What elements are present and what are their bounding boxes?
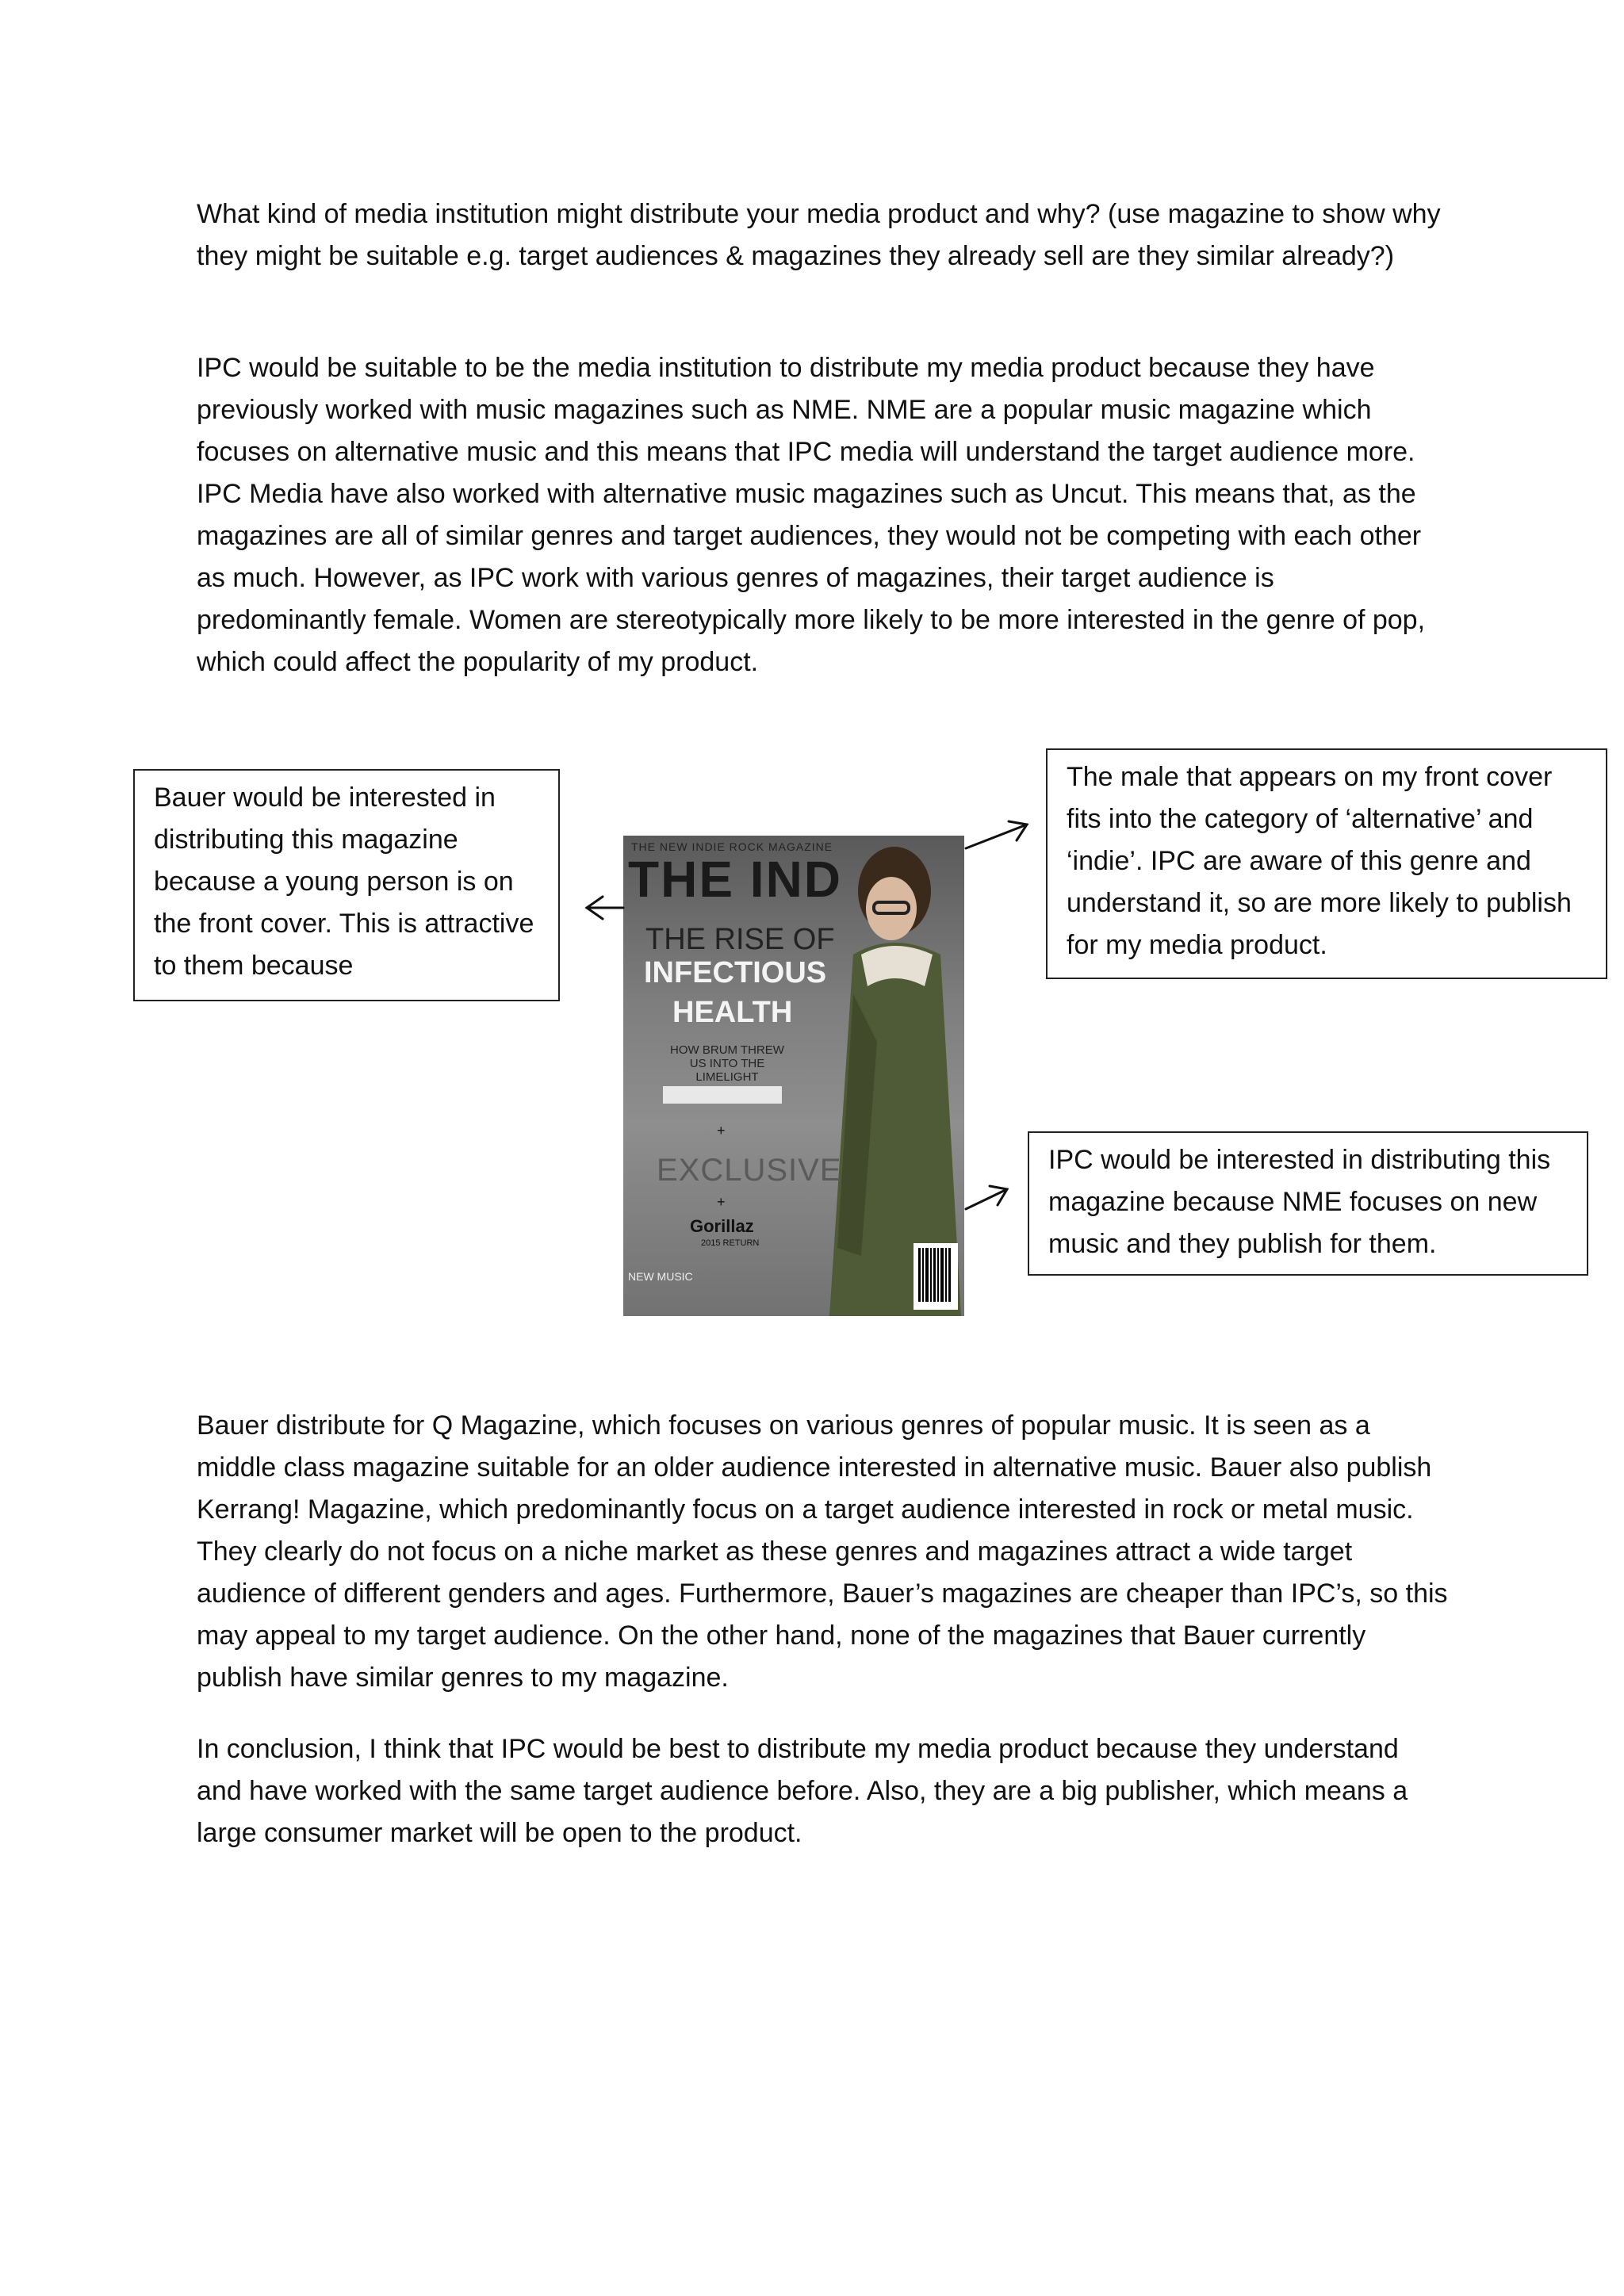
cover-divider-plus: + <box>717 1123 726 1138</box>
cover-line-gorillaz-sub: 2015 RETURN <box>701 1238 760 1248</box>
arrow-to-ipc-note <box>966 1186 1007 1209</box>
arrow-to-male-note <box>966 821 1027 848</box>
cover-divider-plus: + <box>717 1194 726 1210</box>
cover-line-rise: THE RISE OF <box>645 923 835 956</box>
ipc-paragraph: IPC would be suitable to be the media institution to distribute my media product because they have previously worked with music magazines such as NME. NME are a popular music magazine which focuses on alternative music and this means that IPC media will understand the target audience more. IPC Media have also worked with alternative music magazines such as Uncut. This means that, as the magazines are all of similar genres and target audiences, they would not be competing with each other as much. However, as IPC work with various genres of magazines, their target audience is predominantly female. Women are stereotypically more likely to be more interested in the genre of pop, which could affect the popularity of my product. <box>197 353 1426 677</box>
cover-line-brum: HOW BRUM THREW US INTO THE LIMELIGHT <box>670 1043 784 1084</box>
conclusion-paragraph: In conclusion, I think that IPC would be best to distribute my media product because they understand and have worked with the same target audience before. Also, they are a big publisher, which means a large consumer market will be open to the product. <box>197 1734 1408 1848</box>
arrow-to-bauer-note <box>587 897 623 919</box>
bauer-annotation-box: Bauer would be interested in distributing this magazine because a young person is on the front cover. This is attractive to them because <box>133 769 560 1001</box>
cover-line-exclusive: EXCLUSIVE <box>657 1153 842 1188</box>
ipc-annotation-box: IPC would be interested in distributing this magazine because NME focuses on new music and they publish for them. <box>1028 1131 1588 1276</box>
question-text: What kind of media institution might distribute your media product and why? (use magazine to show why they might be suitable e.g. target audiences & magazines they already sell are they similar already?) <box>197 199 1441 271</box>
cover-masthead: THE IND <box>628 851 842 908</box>
cover-line-new-music: NEW MUSIC <box>628 1270 693 1283</box>
bauer-paragraph: Bauer distribute for Q Magazine, which focuses on various genres of popular music. It is seen as a middle class magazine suitable for an older audience interested in alternative music. Bauer also publish Kerrang! Magazine, which predominantly focus on a target audience interested in rock or metal music. They clearly do not focus on a niche market as these genres and magazines attract a wide target audience of different genders and ages. Furthermore, Bauer’s magazines are cheaper than IPC’s, so this may appeal to my target audience. On the other hand, none of the magazines that Bauer currently publish have similar genres to my magazine. <box>197 1410 1448 1693</box>
male-annotation-box: The male that appears on my front cover fits into the category of ‘alternative’ and ‘indie’. IPC are aware of this genre and understand it, so are more likely to publish for my media product. <box>1046 748 1607 979</box>
cover-kicker: THE NEW INDIE ROCK MAGAZINE <box>631 840 833 853</box>
cover-line-infectious: INFECTIOUS <box>644 956 827 989</box>
cover-line-gorillaz: Gorillaz <box>690 1216 754 1236</box>
cover-line-health: HEALTH <box>672 996 793 1029</box>
